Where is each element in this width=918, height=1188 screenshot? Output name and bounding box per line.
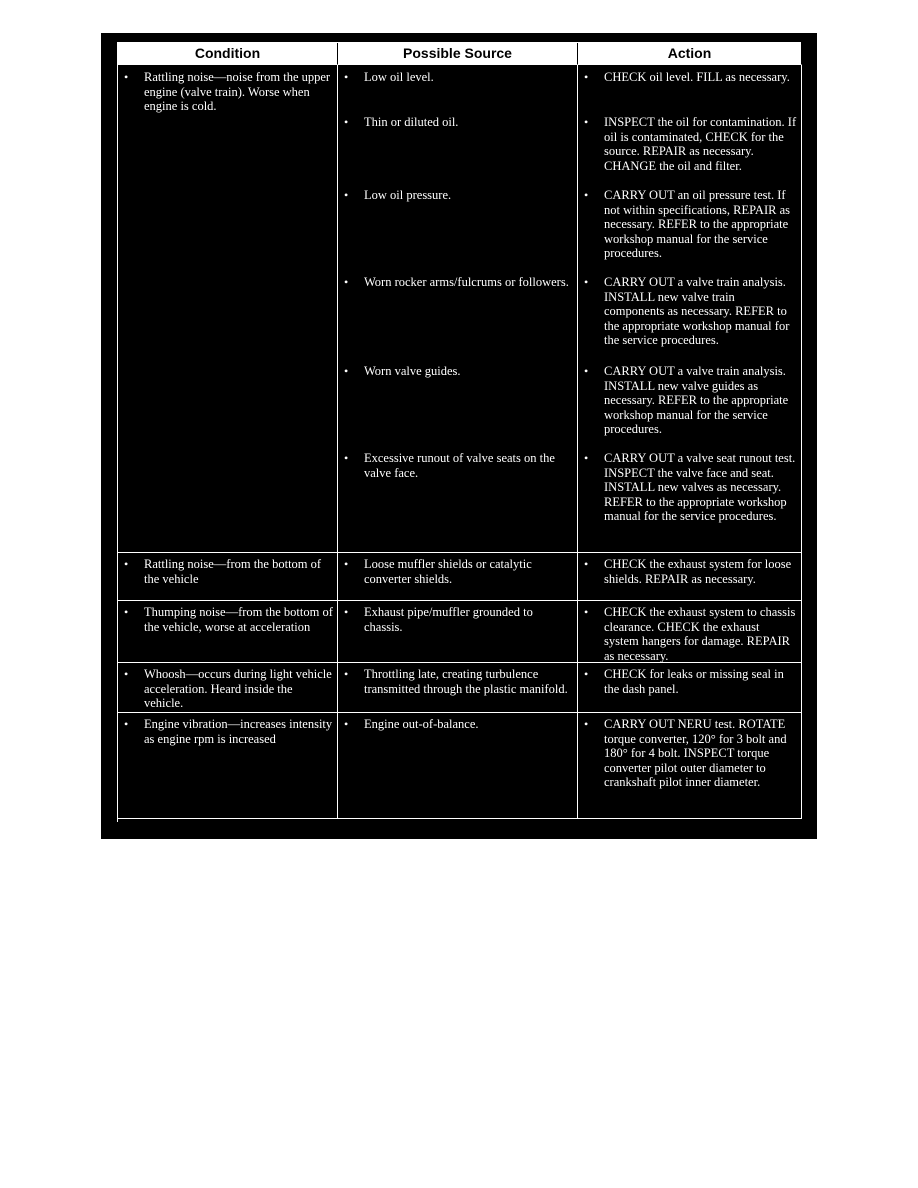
source-item	[338, 275, 577, 290]
bullet-icon: •	[124, 605, 129, 619]
action-item	[578, 275, 801, 348]
diagnosis-table-sheet	[101, 33, 817, 839]
action-text: CARRY OUT a valve seat runout test. INSPECT the valve face and seat. INSTALL new valves as necessary. REFER to the appropriate workshop manual for the service procedures.	[604, 451, 796, 524]
action-text: CARRY OUT an oil pressure test. If not within specifications, REPAIR as necessary. REFER to the appropriate workshop manual for the service procedures.	[604, 188, 790, 261]
bullet-icon: •	[124, 557, 129, 571]
bullet-icon: •	[584, 275, 589, 289]
row-2-action	[578, 553, 802, 601]
action-text: INSPECT the oil for contamination. If oil is contaminated, CHECK for the source. REPAIR as necessary. CHANGE the oil and filter.	[604, 115, 797, 173]
row-2-condition	[118, 553, 338, 601]
action-item	[578, 115, 801, 173]
bullet-icon: •	[344, 275, 349, 289]
bullet-icon: •	[124, 70, 129, 84]
action-text: CHECK the exhaust system for loose shields. REPAIR as necessary.	[604, 557, 792, 586]
bullet-icon: •	[584, 115, 589, 129]
bullet-icon: •	[344, 605, 349, 619]
condition-text: Rattling noise—from the bottom of the vehicle	[144, 557, 322, 586]
condition-text: Engine vibration—increases intensity as engine rpm is increased	[144, 717, 333, 746]
action-text: CHECK oil level. FILL as necessary.	[604, 70, 790, 84]
bullet-icon: •	[584, 557, 589, 571]
action-text: CARRY OUT a valve train analysis. INSTALL new valve train components as necessary. REFER to the appropriate workshop manual for the service procedures.	[604, 275, 790, 348]
row-2-source	[338, 553, 578, 601]
bullet-icon: •	[124, 717, 129, 731]
bullet-icon: •	[344, 364, 349, 378]
bullet-icon: •	[344, 188, 349, 202]
header-action: Action	[578, 43, 802, 65]
action-item	[578, 70, 801, 85]
condition-item	[118, 667, 337, 711]
condition-item	[118, 717, 337, 746]
header-possible-source: Possible Source	[338, 43, 578, 65]
action-text: CARRY OUT a valve train analysis. INSTALL new valve guides as necessary. REFER to the appropriate workshop manual for the service procedures.	[604, 364, 789, 437]
bullet-icon: •	[584, 717, 589, 731]
action-item	[578, 364, 801, 437]
bullet-icon: •	[584, 451, 589, 465]
row-5-condition	[118, 713, 338, 819]
row-4-action	[578, 663, 802, 713]
bullet-icon: •	[584, 70, 589, 84]
bullet-icon: •	[584, 364, 589, 378]
source-item	[338, 605, 577, 634]
source-item	[338, 364, 577, 379]
condition-text: Whoosh—occurs during light vehicle acceleration. Heard inside the vehicle.	[144, 667, 332, 711]
row-5-action	[578, 713, 802, 819]
bullet-icon: •	[344, 557, 349, 571]
source-text: Loose muffler shields or catalytic converter shields.	[364, 557, 532, 586]
source-item	[338, 70, 577, 85]
bullet-icon: •	[584, 605, 589, 619]
bullet-icon: •	[584, 188, 589, 202]
bullet-icon: •	[344, 451, 349, 465]
action-text: CARRY OUT NERU test. ROTATE torque converter, 120° for 3 bolt and 180° for 4 bolt. INSPECT torque converter pilot outer diameter to crankshaft pilot inner diameter.	[604, 717, 787, 790]
action-item	[578, 451, 801, 524]
source-item	[338, 667, 577, 696]
action-item	[578, 605, 801, 663]
action-item	[578, 667, 801, 696]
row-3-condition	[118, 601, 338, 663]
source-item	[338, 451, 577, 480]
action-text: CHECK for leaks or missing seal in the dash panel.	[604, 667, 784, 696]
row-1-condition	[118, 65, 338, 553]
condition-item	[118, 605, 337, 634]
row-4-source	[338, 663, 578, 713]
source-text: Low oil level.	[364, 70, 434, 84]
source-text: Worn valve guides.	[364, 364, 461, 378]
header-condition: Condition	[118, 43, 338, 65]
action-item	[578, 188, 801, 261]
source-text: Engine out-of-balance.	[364, 717, 479, 731]
source-text: Worn rocker arms/fulcrums or followers.	[364, 275, 569, 289]
row-5-source	[338, 713, 578, 819]
row-1-action	[578, 65, 802, 553]
bullet-icon: •	[124, 667, 129, 681]
action-item	[578, 717, 801, 790]
condition-item	[118, 70, 337, 114]
bullet-icon: •	[344, 717, 349, 731]
condition-text: Rattling noise—noise from the upper engine (valve train). Worse when engine is cold.	[144, 70, 331, 114]
bullet-icon: •	[344, 70, 349, 84]
action-text: CHECK the exhaust system to chassis clearance. CHECK the exhaust system hangers for damage. REPAIR as necessary.	[604, 605, 796, 663]
source-text: Thin or diluted oil.	[364, 115, 459, 129]
condition-item	[118, 557, 337, 586]
source-item	[338, 557, 577, 586]
row-4-condition	[118, 663, 338, 713]
bullet-icon: •	[344, 667, 349, 681]
row-3-source	[338, 601, 578, 663]
source-item	[338, 188, 577, 203]
source-text: Exhaust pipe/muffler grounded to chassis.	[364, 605, 533, 634]
bullet-icon: •	[584, 667, 589, 681]
source-text: Throttling late, creating turbulence transmitted through the plastic manifold.	[364, 667, 568, 696]
row-1-source	[338, 65, 578, 553]
source-text: Excessive runout of valve seats on the valve face.	[364, 451, 555, 480]
source-text: Low oil pressure.	[364, 188, 452, 202]
source-item	[338, 115, 577, 130]
action-item	[578, 557, 801, 586]
row-3-action	[578, 601, 802, 663]
source-item	[338, 717, 577, 732]
bullet-icon: •	[344, 115, 349, 129]
diagnosis-table	[117, 42, 801, 822]
condition-text: Thumping noise—from the bottom of the vehicle, worse at acceleration	[144, 605, 333, 634]
